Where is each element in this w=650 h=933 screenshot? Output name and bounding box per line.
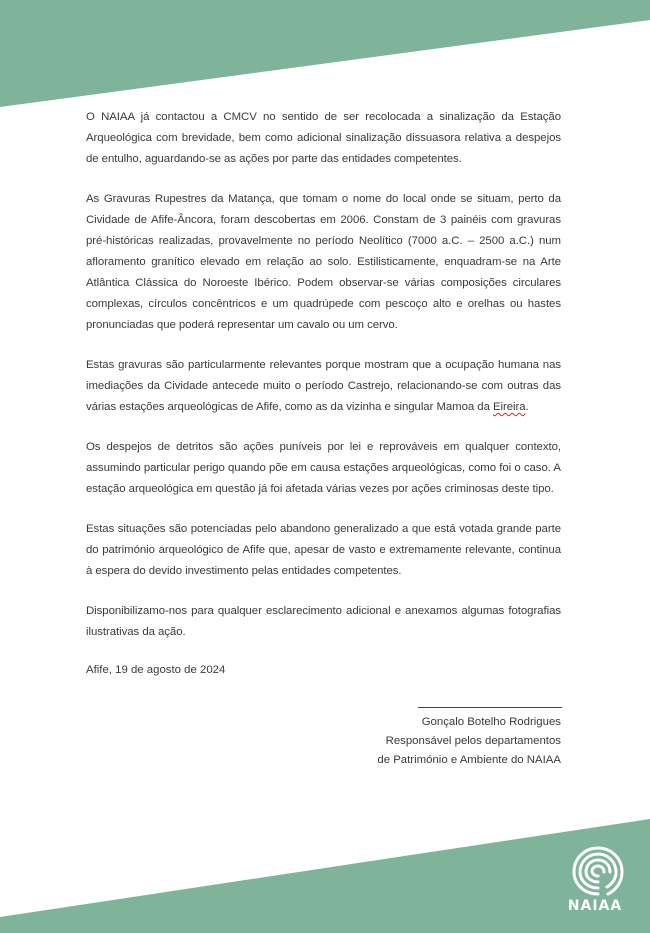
paragraph-engravings-description [86,189,561,336]
paragraph-relevance [86,355,561,418]
paragraph-text: O NAIAA já contactou a CMCV no sentido de ser recolocada a sinalização da Estação Arqueológica com brevidade, bem como adicional sinalização dissuasora relativa a despejos de entulho, aguardando-se as ações por parte das entidades competentes. [86,111,561,165]
logo-wordmark: NAIAA [567,898,623,914]
paragraph-recolocation [86,107,561,170]
letter-date: Afife, 19 de agosto de 2024 [86,664,226,676]
paragraph-text: Estas gravuras são particularmente relevantes porque mostram que a ocupação humana nas imediações da Cividade antecede muito o período Castrejo, relacionando-se com outras das várias estações arqueológicas de Afife, como as da vizinha e singular Mamoa da [86,359,561,413]
paragraph-text: Os despejos de detritos são ações puníveis por lei e reprováveis em qualquer contexto, assumindo particular perigo quando põe em causa estações arqueológicas, como foi o caso. A estação arqueológica em questão já foi afetada várias vezes por ações criminosas deste tipo. [86,441,561,495]
paragraph-closing [86,601,561,643]
misspelled-word: Eireira [492,401,526,413]
signature-block [377,713,561,770]
signature-line [418,707,562,708]
paragraph-abandonment [86,519,561,582]
signatory-organization: de Património e Ambiente do NAIAA [377,754,561,766]
paragraph-debris-dumping [86,437,561,500]
paragraph-text: Disponibilizamo-nos para qualquer esclarecimento adicional e anexamos algumas fotografias ilustrativas da ação. [86,605,561,638]
letter-body [86,107,561,662]
paragraph-text: As Gravuras Rupestres da Matança, que tomam o nome do local onde se situam, perto da Cividade de Afife-Âncora, foram descobertas em 2006. Constam de 3 painéis com gravuras pré-históricas realizadas, provavelmente no período Neolítico (7000 a.C. – 2500 a.C.) num afloramento granítico elevado em relação ao solo. Estilisticamente, enquadram-se na Arte Atlântica Clássica do Noroeste Ibérico. Podem observar-se várias composições circulares complexas, círculos concêntricos e um quadrúpede com pescoço alto e orelhas ou hastes pronunciadas que poderá representar um cavalo ou um cervo. [86,193,561,331]
paragraph-text: . [525,401,529,413]
signatory-name: Gonçalo Botelho Rodrigues [421,716,561,728]
signatory-role: Responsável pelos departamentos [385,735,561,747]
paragraph-text: Estas situações são potenciadas pelo abandono generalizado a que está votada grande parte do património arqueológico de Afife que, apesar de vasto e extremamente relevante, continua à espera do devido investimento pelas entidades competentes. [86,523,561,577]
